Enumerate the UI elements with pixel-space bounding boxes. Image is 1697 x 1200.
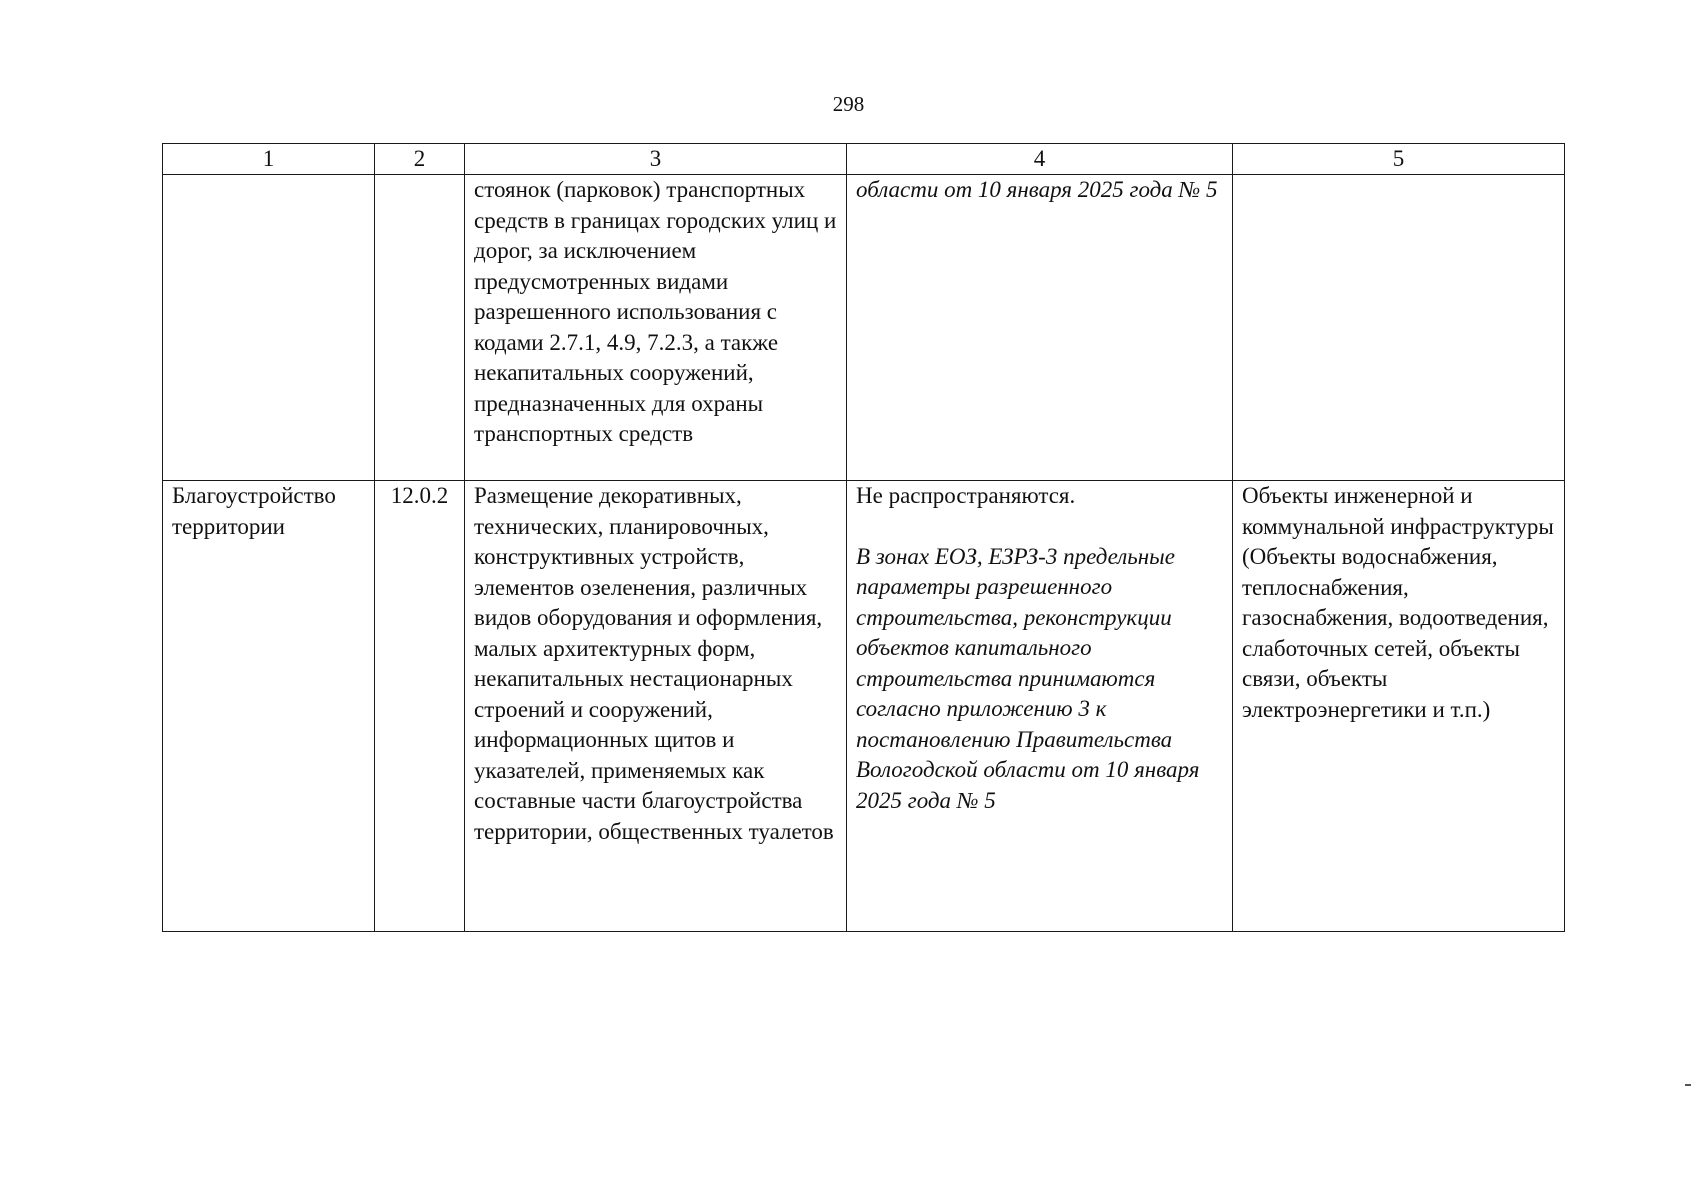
- cell-parameters: [847, 481, 1233, 932]
- cell-auxiliary-uses: Объекты инженерной и коммунальной инфраструктуры (Объекты водоснабжения, теплоснабжения, газоснабжения, водоотведения, слаботочных сетей, объекты связи, объекты электроэнергетики и т.п.): [1233, 481, 1565, 932]
- cell-use-name: Благоустройство территории: [163, 481, 375, 932]
- header-col-1: 1: [163, 144, 375, 175]
- land-use-table: [162, 143, 1565, 932]
- table-row: [163, 175, 1565, 481]
- table-header-row: [163, 144, 1565, 175]
- cell-use-code: [375, 175, 465, 481]
- cell-auxiliary-uses: [1233, 175, 1565, 481]
- cell-use-description: стоянок (парковок) транспортных средств в границах городских улиц и дорог, за исключением предусмотренных видами разрешенного использования с кодами 2.7.1, 4.9, 7.2.3, а также некапитальных сооружений, предназначенных для охраны транспортных средств: [465, 175, 847, 481]
- parameters-not-applicable: Не распространяются.: [856, 483, 1076, 508]
- cell-use-name: [163, 175, 375, 481]
- table-row: [163, 481, 1565, 932]
- header-col-4: 4: [847, 144, 1233, 175]
- header-col-3: 3: [465, 144, 847, 175]
- header-col-2: 2: [375, 144, 465, 175]
- header-col-5: 5: [1233, 144, 1565, 175]
- cell-use-code: 12.0.2: [375, 481, 465, 932]
- cell-parameters: области от 10 января 2025 года № 5: [847, 175, 1233, 481]
- cell-use-description: Размещение декоративных, технических, планировочных, конструктивных устройств, элементов озеленения, различных видов оборудования и оформления, малых архитектурных форм, некапитальных нестационарных строений и сооружений, информационных щитов и указателей, применяемых как составные части благоустройства территории, общественных туалетов: [465, 481, 847, 932]
- scan-mark: [1685, 1084, 1691, 1086]
- parameters-zone-note: В зонах ЕОЗ, ЕЗРЗ-3 предельные параметры разрешенного строительства, реконструкции объектов капитального строительства принимаются согласно приложению 3 к постановлению Правительства Вологодской области от 10 января 2025 года № 5: [856, 543, 1200, 813]
- page-number: 298: [832, 92, 865, 116]
